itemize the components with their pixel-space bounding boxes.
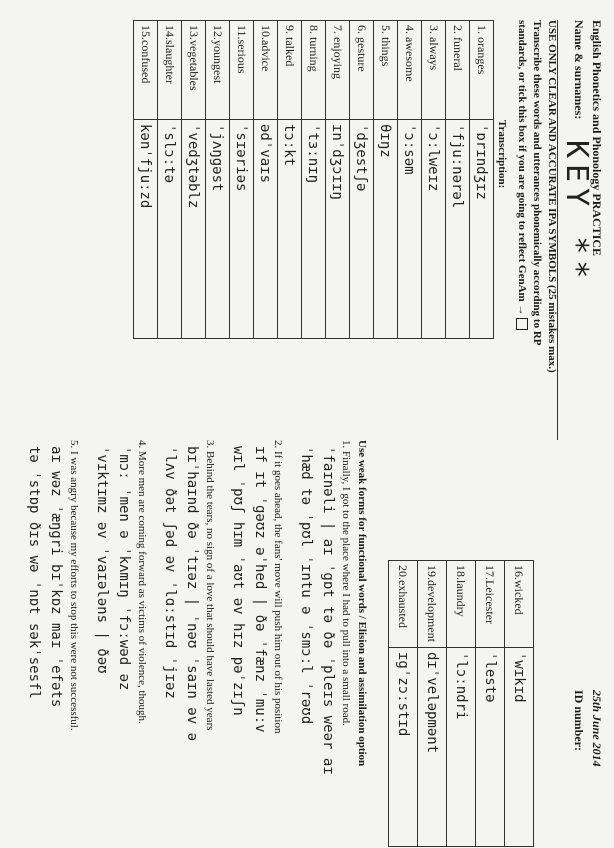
sentence-ipa-line-1: ˈfaɪnəli | aɪ ˈgɒt tə ðə ˈpleɪs weər aɪ xyxy=(320,446,336,775)
word-cell: 5. things xyxy=(374,21,398,120)
word-row xyxy=(418,561,447,847)
word-row xyxy=(254,21,278,339)
name-label: Name & surnames: xyxy=(572,20,586,120)
transcription-cell: ˈlɔːndri xyxy=(447,648,476,847)
name-handwritten: KEY ** xyxy=(559,140,594,285)
worksheet-date: 25th June 2014 xyxy=(590,690,604,767)
transcription-cell: ˈlestə xyxy=(476,648,505,847)
word-row xyxy=(350,21,374,339)
word-row xyxy=(278,21,302,339)
word-row xyxy=(326,21,350,339)
word-cell: 8. turning xyxy=(302,21,326,120)
transcription-cell: ˈdʒestʃə xyxy=(350,120,374,339)
transcription-cell: ˈfjuːnərəl xyxy=(446,120,470,339)
sentence-ipa-line-2: wɪl ˈpʊʃ hɪm ˈaʊt əv hɪz pəˈzɪʃn xyxy=(230,446,246,716)
word-cell: 20.exhausted xyxy=(389,561,418,648)
word-cell: 9. talked xyxy=(278,21,302,120)
word-cell: 18.laundry xyxy=(447,561,476,648)
word-cell: 10.advice xyxy=(254,21,278,120)
worksheet-title: English Phonetics and Phonology PRACTICE xyxy=(590,20,604,257)
sentence-ipa-line-2: ˈlʌv ðət ʃəd əv ˈlɑːstɪd ˈjɪəz xyxy=(162,446,178,699)
transcription-cell: ˈɔːlweɪz xyxy=(422,120,446,339)
sentence-ipa-line-2: ˈhæd tə ˈpʊl ˈɪntu ə ˈsmɔːl ˈrəʊd xyxy=(298,446,314,725)
transcription-cell: ˈsɪəriəs xyxy=(230,120,254,339)
transcription-cell: ˈɒrɪndʒɪz xyxy=(470,120,494,339)
word-row xyxy=(302,21,326,339)
transcription-cell: dɪˈveləpmənt xyxy=(418,648,447,847)
word-cell: 16.wicked xyxy=(505,561,534,648)
word-row xyxy=(182,21,206,339)
instructions-line-1: USE ONLY CLEAR AND ACCURATE IPA SYMBOLS (25 mistakes max.) xyxy=(546,20,558,373)
word-cell: 7. enjoying xyxy=(326,21,350,120)
word-row xyxy=(134,21,158,339)
transcription-cell: tɔːkt xyxy=(278,120,302,339)
word-row xyxy=(476,561,505,847)
word-cell: 17.Leicester xyxy=(476,561,505,648)
transcription-cell: ˈɔːsəm xyxy=(398,120,422,339)
words-table-right xyxy=(388,560,534,847)
word-row xyxy=(158,21,182,339)
word-cell: 19.development xyxy=(418,561,447,648)
sentence-ipa-line-1: ˈmɔː ˈmen ə ˈkʌmɪŋ ˈfɔːwəd əz xyxy=(116,446,132,691)
word-cell: 2. funeral xyxy=(446,21,470,120)
transcription-cell: ˈvedʒtəblz xyxy=(182,120,206,339)
word-row xyxy=(389,561,418,847)
word-row xyxy=(206,21,230,339)
sentence-ipa-line-1: bɪˈhaɪnd ðə ˈtɪəz | ˈnəʊ ˈsaɪn əv ə xyxy=(184,446,200,742)
word-row xyxy=(374,21,398,339)
transcription-cell: ˈjʌŋgəst xyxy=(206,120,230,339)
instructions-line-3 xyxy=(516,20,528,330)
instructions-line-3-text: standards, or tick this box if you are going to reflect GenAm → xyxy=(516,20,528,316)
word-row xyxy=(447,561,476,847)
sentence-ipa-line-2: tə ˈstɒp ðɪs wə ˈnɒt səkˈsesfl xyxy=(26,446,42,699)
transcription-cell: ɪnˈdʒɔɪɪŋ xyxy=(326,120,350,339)
sentence-ipa-line-1: ɪf ɪt ˈgəʊz əˈhed | ðə ˈfænz ˈmuːv xyxy=(252,446,268,733)
word-cell: 4. awesome xyxy=(398,21,422,120)
instructions-line-2: Transcribe these words and utterances phonemically according to RP xyxy=(531,20,543,346)
word-row xyxy=(230,21,254,339)
sentence-ipa-line-2: ˈvɪktɪmz əv ˈvaɪələns | ðəʊ xyxy=(94,446,110,674)
words-table-left xyxy=(133,20,494,339)
sentence-text: 3. Behind the tears, no sign of a love that should have lasted years xyxy=(204,440,216,731)
sentence-text: 1. Finally, I got to the place where I had to pull into a small road. xyxy=(340,440,352,726)
sentence-text: 4. More men are coming forward as victims of violence, though. xyxy=(136,440,148,724)
genam-checkbox[interactable] xyxy=(516,318,528,330)
word-cell: 1. oranges xyxy=(470,21,494,120)
word-cell: 15.confused xyxy=(134,21,158,120)
word-cell: 12.youngest xyxy=(206,21,230,120)
word-cell: 13.vegetables xyxy=(182,21,206,120)
word-cell: 14.slaughter xyxy=(158,21,182,120)
transcription-cell: kənˈfjuːzd xyxy=(134,120,158,339)
id-label: ID number: xyxy=(572,690,586,752)
transcription-cell: ɪgˈzɔːstɪd xyxy=(389,648,418,847)
transcription-cell: ˈslɔːtə xyxy=(158,120,182,339)
transcription-cell: ədˈvaɪs xyxy=(254,120,278,339)
weak-forms-heading: Use weak forms for functional words / Elision and assimilation option xyxy=(356,440,368,767)
word-row xyxy=(470,21,494,339)
word-row xyxy=(505,561,534,847)
word-cell: 11.serious xyxy=(230,21,254,120)
transcription-cell: ˈwɪkɪd xyxy=(505,648,534,847)
word-cell: 3. always xyxy=(422,21,446,120)
word-row xyxy=(398,21,422,339)
transcription-heading: Transcription: xyxy=(496,120,508,189)
transcription-cell: θɪŋz xyxy=(374,120,398,339)
sentence-text: 2. If it goes ahead, the fans' move will push him out of his position xyxy=(272,440,284,734)
sentence-ipa-line-1: aɪ wəz ˈæŋgri bɪˈkɒz maɪ ˈefəts xyxy=(48,446,64,708)
word-row xyxy=(422,21,446,339)
word-cell: 6. gesture xyxy=(350,21,374,120)
sentence-text: 5. I was angry because my efforts to stop this were not successful. xyxy=(68,440,80,731)
transcription-cell: ˈtɜːnɪŋ xyxy=(302,120,326,339)
word-row xyxy=(446,21,470,339)
